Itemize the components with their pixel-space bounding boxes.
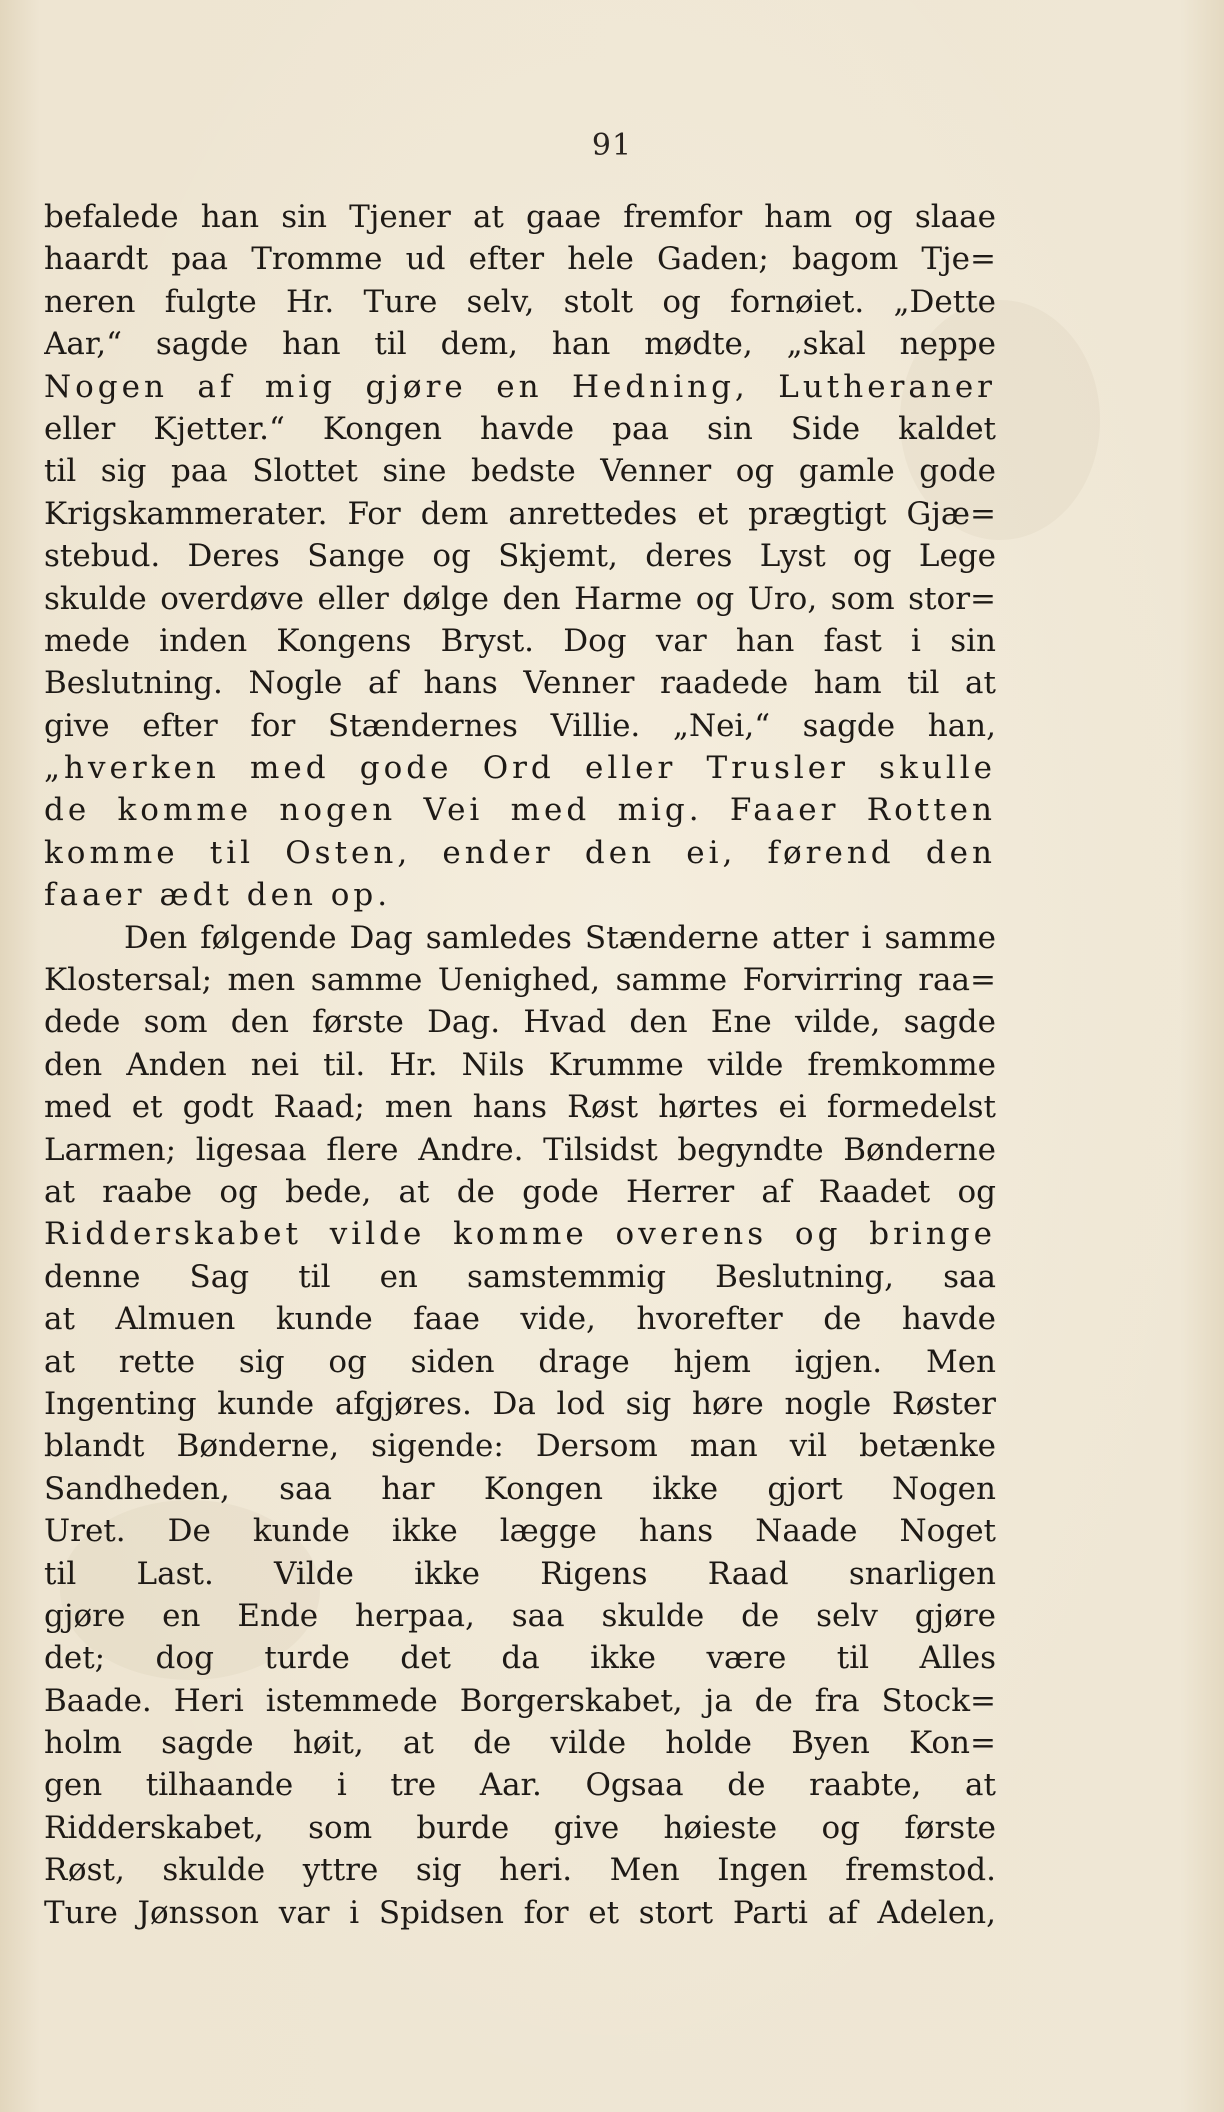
text-line: haardt paa Tromme ud efter hele Gaden; bagom Tje= <box>44 241 996 278</box>
text-line: give efter for Stændernes Villie. „Nei,“ sagde han, <box>44 707 996 744</box>
text-line: mede inden Kongens Bryst. Dog var han fast i sin <box>44 622 996 659</box>
text-line: til sig paa Slottet sine bedste Venner og gamle gode <box>44 453 996 490</box>
text-line: Røst, skulde yttre sig heri. Men Ingen fremstod. <box>44 1852 996 1889</box>
text-line: Baade. Heri istemmede Borgerskabet, ja de fra Stock= <box>44 1682 996 1719</box>
text-line: Nogen af mig gjøre en Hedning, Lutheraner <box>44 368 996 405</box>
text-line: til Last. Vilde ikke Rigens Raad snarligen <box>44 1555 996 1592</box>
text-line: det; dog turde det da ikke være til Alles <box>44 1640 996 1677</box>
text-line: Den følgende Dag samledes Stænderne atter i samme <box>124 919 996 956</box>
text-line: gjøre en Ende herpaa, saa skulde de selv gjøre <box>44 1597 996 1634</box>
text-line: gen tilhaande i tre Aar. Ogsaa de raabte, at <box>44 1767 996 1804</box>
text-line: Ridderskabet, som burde give høieste og første <box>44 1809 996 1846</box>
text-line: faaer ædt den op. <box>44 877 392 914</box>
text-line: eller Kjetter.“ Kongen havde paa sin Side kaldet <box>44 410 996 447</box>
text-line: denne Sag til en samstemmig Beslutning, saa <box>44 1258 996 1295</box>
text-line: Aar,“ sagde han til dem, han mødte, „skal neppe <box>44 326 996 363</box>
text-line: blandt Bønderne, sigende: Dersom man vil betænke <box>44 1428 996 1465</box>
text-line: de komme nogen Vei med mig. Faaer Rotten <box>44 792 996 829</box>
text-line: at rette sig og siden drage hjem igjen. Men <box>44 1343 996 1380</box>
text-line: Larmen; ligesaa flere Andre. Tilsidst begyndte Bønderne <box>44 1131 996 1168</box>
text-line: Krigskammerater. For dem anrettedes et prægtigt Gjæ= <box>44 495 996 532</box>
text-line: „hverken med gode Ord eller Trusler skulle <box>44 750 996 787</box>
text-line: neren fulgte Hr. Ture selv, stolt og fornøiet. „Dette <box>44 283 996 320</box>
text-line: Ridderskabet vilde komme overens og bringe <box>44 1216 996 1253</box>
text-line: skulde overdøve eller dølge den Harme og Uro, som stor= <box>44 580 996 617</box>
text-line: dede som den første Dag. Hvad den Ene vilde, sagde <box>44 1004 996 1041</box>
text-line: Uret. De kunde ikke lægge hans Naade Noget <box>44 1513 996 1550</box>
text-line: Ingenting kunde afgjøres. Da lod sig høre nogle Røster <box>44 1385 996 1422</box>
text-line: Klostersal; men samme Uenighed, samme Forvirring raa= <box>44 962 996 999</box>
text-line: den Anden nei til. Hr. Nils Krumme vilde fremkomme <box>44 1046 996 1083</box>
text-line: at raabe og bede, at de gode Herrer af Raadet og <box>44 1173 996 1210</box>
text-line: at Almuen kunde faae vide, hvorefter de havde <box>44 1301 996 1338</box>
text-line: komme til Osten, ender den ei, førend den <box>44 834 996 871</box>
text-line: Beslutning. Nogle af hans Venner raadede ham til at <box>44 665 996 702</box>
text-line: befalede han sin Tjener at gaae fremfor ham og slaae <box>44 199 996 235</box>
page-number: 91 <box>591 128 633 163</box>
text-line: med et godt Raad; men hans Røst hørtes ei formedelst <box>44 1089 996 1126</box>
text-line: Sandheden, saa har Kongen ikke gjort Nogen <box>44 1470 996 1507</box>
text-line: Ture Jønsson var i Spidsen for et stort Parti af Adelen, <box>44 1894 996 1931</box>
text-line: holm sagde høit, at de vilde holde Byen Kon= <box>44 1725 996 1762</box>
text-line: stebud. Deres Sange og Skjemt, deres Lyst og Lege <box>44 538 996 575</box>
body-text <box>44 196 996 1934</box>
